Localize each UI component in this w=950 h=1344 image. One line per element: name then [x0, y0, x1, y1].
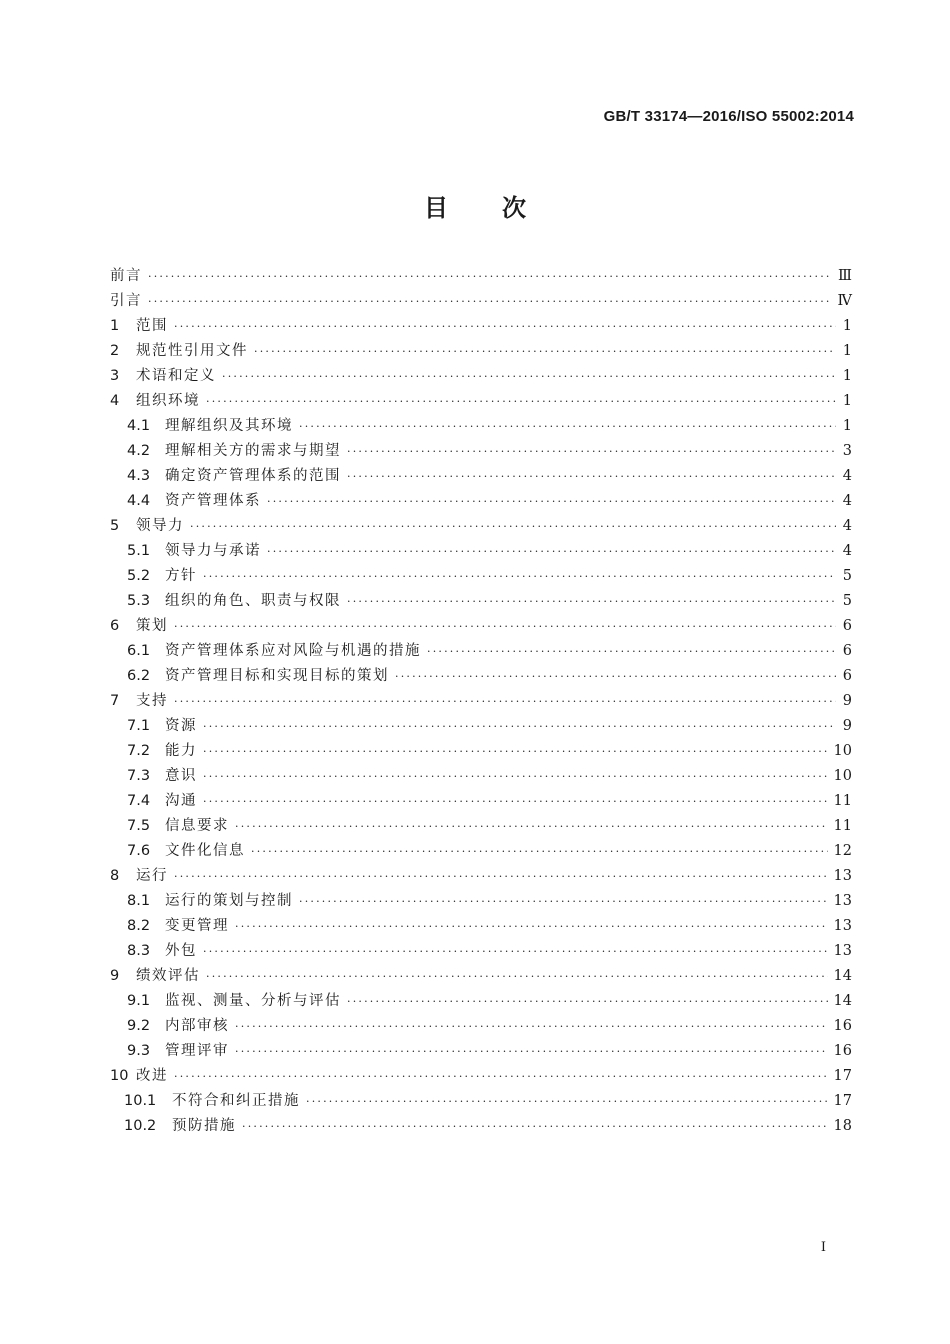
toc-title — [0, 188, 950, 223]
toc-entry-number: 7.5 — [127, 818, 151, 834]
toc-entry-number: 10.1 — [124, 1093, 157, 1109]
standard-code: GB/T 33174—2016/ISO 55002:2014 — [603, 108, 854, 125]
toc-entry[interactable] — [110, 964, 852, 989]
toc-entry-page: Ⅳ — [837, 293, 852, 309]
toc-leader-dots — [222, 364, 836, 389]
toc-leader-dots — [347, 464, 836, 489]
toc-entry-title: 理解相关方的需求与期望 — [165, 443, 341, 459]
toc-entry[interactable] — [110, 339, 852, 364]
toc-entry-title: 绩效评估 — [136, 968, 200, 984]
toc-entry-title: 改进 — [136, 1068, 168, 1084]
toc-entry[interactable] — [110, 1014, 852, 1039]
toc-entry-page: 5 — [842, 568, 852, 584]
toc-entry-title: 预防措施 — [172, 1118, 236, 1134]
toc-leader-dots — [299, 414, 836, 439]
toc-entry[interactable] — [110, 864, 852, 889]
toc-entry-title: 确定资产管理体系的范围 — [165, 468, 341, 484]
toc-entry-number: 7 — [110, 693, 120, 709]
toc-entry-number: 7.1 — [127, 718, 151, 734]
toc-entry[interactable] — [110, 939, 852, 964]
toc-entry-page: 1 — [842, 343, 852, 359]
toc-leader-dots — [174, 314, 836, 339]
toc-entry-page: 13 — [833, 943, 852, 959]
toc-entry-number: 3 — [110, 368, 120, 384]
toc-entry-title: 不符合和纠正措施 — [172, 1093, 300, 1109]
toc-entry[interactable] — [110, 639, 852, 664]
toc-entry[interactable] — [110, 539, 852, 564]
toc-entry-page: 1 — [842, 318, 852, 334]
toc-entry-page: 5 — [842, 593, 852, 609]
toc-leader-dots — [254, 339, 836, 364]
toc-entry[interactable] — [110, 414, 852, 439]
toc-entry[interactable] — [110, 989, 852, 1014]
toc-entry-title: 策划 — [136, 618, 168, 634]
toc-entry-number: 4.4 — [127, 493, 151, 509]
toc-entry-page: 13 — [833, 893, 852, 909]
toc-entry[interactable] — [110, 739, 852, 764]
toc-entry-title: 运行 — [136, 868, 168, 884]
toc-entry-number: 8.3 — [127, 943, 151, 959]
toc-leader-dots — [190, 514, 836, 539]
toc-entry-title: 组织环境 — [136, 393, 200, 409]
toc-entry-page: 17 — [833, 1093, 852, 1109]
toc-entry-page: 1 — [842, 368, 852, 384]
toc-entry-page: 14 — [833, 968, 852, 984]
page-number: I — [820, 1240, 826, 1255]
toc-entry[interactable] — [110, 1114, 852, 1139]
toc-entry-number: 5.2 — [127, 568, 151, 584]
toc-leader-dots — [235, 1014, 828, 1039]
toc-entry-number: 8 — [110, 868, 120, 884]
toc-entry-number: 5.1 — [127, 543, 151, 559]
toc-entry-page: 13 — [833, 868, 852, 884]
toc-leader-dots — [347, 439, 836, 464]
toc-entry-number: 4.1 — [127, 418, 151, 434]
toc-entry-page: 11 — [833, 793, 852, 809]
toc-leader-dots — [235, 814, 828, 839]
toc-entry[interactable] — [110, 889, 852, 914]
toc-leader-dots — [203, 564, 836, 589]
toc-entry[interactable] — [110, 1089, 852, 1114]
toc-entry[interactable] — [110, 314, 852, 339]
toc-leader-dots — [235, 1039, 828, 1064]
toc-entry-title: 资产管理体系 — [165, 493, 261, 509]
toc-entry-title: 变更管理 — [165, 918, 229, 934]
toc-leader-dots — [206, 389, 836, 414]
toc-entry-number: 7.2 — [127, 743, 151, 759]
toc-entry-page: 4 — [842, 518, 852, 534]
toc-entry[interactable] — [110, 614, 852, 639]
toc-title-char: 次 — [502, 194, 526, 222]
toc-entry-number: 7.4 — [127, 793, 151, 809]
toc-leader-dots — [306, 1089, 828, 1114]
toc-entry-title: 信息要求 — [165, 818, 229, 834]
toc-entry-page: 1 — [842, 418, 852, 434]
toc-leader-dots — [251, 839, 828, 864]
toc-entry-page: 6 — [842, 618, 852, 634]
toc-leader-dots — [148, 289, 832, 314]
toc-entry[interactable] — [110, 389, 852, 414]
toc-entry-page: 10 — [833, 743, 852, 759]
toc-entry[interactable] — [110, 264, 852, 289]
toc-entry-title: 运行的策划与控制 — [165, 893, 293, 909]
toc-entry-page: 6 — [842, 668, 852, 684]
toc-entry-number: 10 — [110, 1068, 129, 1084]
toc-entry-title: 理解组织及其环境 — [165, 418, 293, 434]
toc-entry-number: 9 — [110, 968, 120, 984]
toc-entry-page: 4 — [842, 468, 852, 484]
toc-leader-dots — [174, 1064, 828, 1089]
toc-entry-page: 1 — [842, 393, 852, 409]
toc-entry[interactable] — [110, 714, 852, 739]
toc-leader-dots — [203, 764, 828, 789]
toc-entry-page: 14 — [833, 993, 852, 1009]
toc-entry[interactable] — [110, 689, 852, 714]
toc-entry-number: 6 — [110, 618, 120, 634]
toc-entry-number: 9.2 — [127, 1018, 151, 1034]
toc-entry-page: 9 — [842, 693, 852, 709]
toc-entry[interactable] — [110, 914, 852, 939]
toc-entry-title: 外包 — [165, 943, 197, 959]
toc-leader-dots — [174, 689, 836, 714]
toc-entry-title: 支持 — [136, 693, 168, 709]
toc-entry-number: 2 — [110, 343, 120, 359]
toc-entry[interactable] — [110, 564, 852, 589]
toc-entry-page: 17 — [833, 1068, 852, 1084]
toc-entry-title: 术语和定义 — [136, 368, 216, 384]
toc-entry-number: 6.2 — [127, 668, 151, 684]
toc-entry-number: 4.3 — [127, 468, 151, 484]
toc-leader-dots — [427, 639, 836, 664]
toc-entry-number: 8.1 — [127, 893, 151, 909]
toc-entry-page: 10 — [833, 768, 852, 784]
toc-entry-number: 10.2 — [124, 1118, 157, 1134]
toc-entry-title: 沟通 — [165, 793, 197, 809]
toc-entry-title: 前言 — [110, 268, 142, 284]
toc-entry-page: 4 — [842, 493, 852, 509]
toc-entry[interactable] — [110, 814, 852, 839]
toc-entry-page: 9 — [842, 718, 852, 734]
toc-leader-dots — [299, 889, 828, 914]
toc-entry-title: 资产管理目标和实现目标的策划 — [165, 668, 389, 684]
toc-entry[interactable] — [110, 514, 852, 539]
toc-leader-dots — [203, 739, 828, 764]
toc-entry-title: 资产管理体系应对风险与机遇的措施 — [165, 643, 421, 659]
toc-entry-page: 11 — [833, 818, 852, 834]
toc-entry-page: 6 — [842, 643, 852, 659]
toc-entry-title: 内部审核 — [165, 1018, 229, 1034]
toc-entry[interactable] — [110, 664, 852, 689]
toc-leader-dots — [267, 489, 836, 514]
toc-entry-title: 领导力 — [136, 518, 184, 534]
toc-entry-number: 9.3 — [127, 1043, 151, 1059]
toc-entry-title: 规范性引用文件 — [136, 343, 248, 359]
toc-entry[interactable] — [110, 289, 852, 314]
toc-entry-page: Ⅲ — [838, 268, 852, 284]
toc-entry-number: 4 — [110, 393, 120, 409]
toc-entry-title: 意识 — [165, 768, 197, 784]
toc-entry-page: 12 — [833, 843, 852, 859]
toc-leader-dots — [148, 264, 832, 289]
toc-entry-number: 1 — [110, 318, 120, 334]
toc-entry[interactable] — [110, 789, 852, 814]
toc-entry[interactable] — [110, 364, 852, 389]
toc-entry-number: 7.6 — [127, 843, 151, 859]
toc-leader-dots — [203, 939, 828, 964]
toc-entry-title: 方针 — [165, 568, 197, 584]
toc-entry-number: 5.3 — [127, 593, 151, 609]
toc-leader-dots — [235, 914, 828, 939]
table-of-contents — [110, 264, 852, 1139]
toc-entry[interactable] — [110, 1039, 852, 1064]
toc-leader-dots — [347, 589, 836, 614]
toc-entry-title: 能力 — [165, 743, 197, 759]
toc-entry-page: 18 — [833, 1118, 852, 1134]
toc-entry-title: 组织的角色、职责与权限 — [165, 593, 341, 609]
toc-entry[interactable] — [110, 464, 852, 489]
toc-entry-title: 领导力与承诺 — [165, 543, 261, 559]
toc-entry[interactable] — [110, 764, 852, 789]
toc-entry-title: 范围 — [136, 318, 168, 334]
toc-leader-dots — [395, 664, 836, 689]
toc-entry[interactable] — [110, 439, 852, 464]
toc-entry-page: 16 — [833, 1018, 852, 1034]
toc-entry-title: 管理评审 — [165, 1043, 229, 1059]
toc-leader-dots — [203, 714, 836, 739]
toc-entry-page: 3 — [842, 443, 852, 459]
toc-entry-page: 4 — [842, 543, 852, 559]
toc-leader-dots — [242, 1114, 828, 1139]
toc-entry[interactable] — [110, 839, 852, 864]
toc-entry[interactable] — [110, 589, 852, 614]
toc-entry-number: 7.3 — [127, 768, 151, 784]
toc-leader-dots — [267, 539, 836, 564]
toc-entry-number: 9.1 — [127, 993, 151, 1009]
toc-title-char: 目 — [424, 194, 448, 222]
toc-entry[interactable] — [110, 1064, 852, 1089]
toc-entry-number: 4.2 — [127, 443, 151, 459]
toc-leader-dots — [206, 964, 828, 989]
toc-entry[interactable] — [110, 489, 852, 514]
toc-leader-dots — [174, 614, 836, 639]
toc-entry-number: 8.2 — [127, 918, 151, 934]
toc-entry-number: 6.1 — [127, 643, 151, 659]
toc-entry-title: 资源 — [165, 718, 197, 734]
toc-entry-title: 引言 — [110, 293, 142, 309]
toc-leader-dots — [347, 989, 828, 1014]
toc-entry-title: 监视、测量、分析与评估 — [165, 993, 341, 1009]
toc-entry-page: 13 — [833, 918, 852, 934]
toc-leader-dots — [174, 864, 828, 889]
toc-entry-page: 16 — [833, 1043, 852, 1059]
toc-entry-title: 文件化信息 — [165, 843, 245, 859]
toc-entry-number: 5 — [110, 518, 120, 534]
toc-leader-dots — [203, 789, 828, 814]
